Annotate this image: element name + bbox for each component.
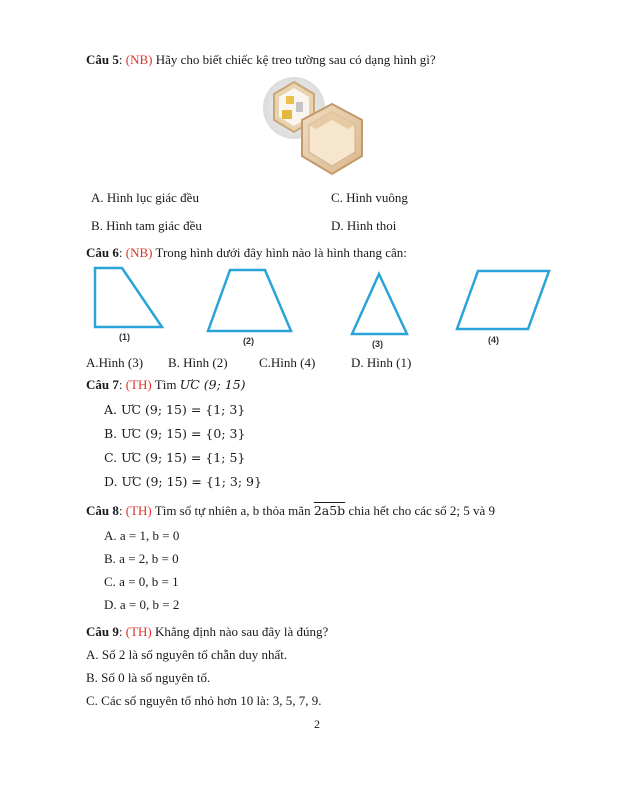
question-8-option-d[interactable]: D. a = 0, b = 2 xyxy=(104,597,180,612)
question-5-prompt: Câu 5: (NB) Hãy cho biết chiếc kệ treo tường sau có dạng hình gì? xyxy=(86,52,436,67)
question-8-prompt: Câu 8: (TH) Tìm số tự nhiên a, b thỏa mãn 2a5b chia hết cho các số 2; 5 và 9 xyxy=(86,503,495,518)
shape-1-right-trapezoid xyxy=(95,268,162,327)
question-6-level-tag: (NB) xyxy=(125,245,153,260)
question-7-option-d[interactable]: D. ƯC (9; 15) = {1; 3; 9} xyxy=(104,474,262,489)
question-7-option-a[interactable]: A. ƯC (9; 15) = {1; 3} xyxy=(104,402,246,417)
question-9-option-a[interactable]: A. Số 2 là số nguyên tố chẵn duy nhất. xyxy=(86,647,288,662)
shape-3-triangle xyxy=(352,274,407,334)
question-8-number: Câu 8 xyxy=(86,503,119,518)
shape-4-label: (4) xyxy=(488,335,499,345)
shape-4-parallelogram xyxy=(457,271,549,329)
question-8-text-after: chia hết cho các số 2; 5 và 9 xyxy=(348,503,495,518)
question-7-option-c[interactable]: C. ƯC (9; 15) = {1; 5} xyxy=(104,450,246,465)
question-9-number: Câu 9 xyxy=(86,624,119,639)
question-5-option-b[interactable]: B. Hình tam giác đều xyxy=(91,218,202,233)
question-7-prompt: Câu 7: (TH) Tìm ƯC (9; 15) xyxy=(86,377,246,392)
shape-3-label: (3) xyxy=(372,339,383,349)
question-8-number-overline: 2a5b xyxy=(313,503,346,518)
question-7-option-b[interactable]: B. ƯC (9; 15) = {0; 3} xyxy=(104,426,246,441)
question-7-text: Tìm xyxy=(154,377,177,392)
shape-2-label: (2) xyxy=(243,336,254,346)
question-7-number: Câu 7 xyxy=(86,377,119,392)
question-6-prompt: Câu 6: (NB) Trong hình dưới đây hình nào là hình thang cân: xyxy=(86,245,407,260)
question-8-level-tag: (TH) xyxy=(125,503,152,518)
question-6-text: Trong hình dưới đây hình nào là hình thang cân: xyxy=(155,245,407,260)
question-9-option-b[interactable]: B. Số 0 là số nguyên tố. xyxy=(86,670,211,685)
question-9-text: Khẳng định nào sau đây là đúng? xyxy=(155,624,329,639)
page-number: 2 xyxy=(314,717,320,731)
question-8-option-c[interactable]: C. a = 0, b = 1 xyxy=(104,574,179,589)
question-7-level-tag: (TH) xyxy=(125,377,152,392)
question-6-option-c[interactable]: C.Hình (4) xyxy=(259,355,316,370)
question-5-option-d[interactable]: D. Hình thoi xyxy=(331,218,397,233)
question-6-number: Câu 6 xyxy=(86,245,119,260)
question-8-option-b[interactable]: B. a = 2, b = 0 xyxy=(104,551,179,566)
question-8-text-before: Tìm số tự nhiên a, b thỏa mãn xyxy=(154,503,311,518)
question-5-option-c[interactable]: C. Hình vuông xyxy=(331,190,408,205)
question-8-option-a[interactable]: A. a = 1, b = 0 xyxy=(104,528,180,543)
question-9-prompt: Câu 9: (TH) Khẳng định nào sau đây là đúng? xyxy=(86,624,329,639)
question-5-level-tag: (NB) xyxy=(125,52,153,67)
question-6-option-a[interactable]: A.Hình (3) xyxy=(86,355,144,370)
shape-2-isosceles-trapezoid xyxy=(208,270,291,331)
question-5-option-a[interactable]: A. Hình lục giác đều xyxy=(91,190,199,205)
question-6-option-d[interactable]: D. Hình (1) xyxy=(351,355,412,370)
question-5-number: Câu 5 xyxy=(86,52,119,67)
question-5-text: Hãy cho biết chiếc kệ treo tường sau có dạng hình gì? xyxy=(155,52,436,67)
question-9-option-c[interactable]: C. Các số nguyên tố nhỏ hơn 10 là: 3, 5, 7, 9. xyxy=(86,693,322,708)
shape-1-label: (1) xyxy=(119,332,130,342)
question-7-expression: ƯC (9; 15) xyxy=(179,377,246,392)
question-6-option-b[interactable]: B. Hình (2) xyxy=(168,355,228,370)
question-9-level-tag: (TH) xyxy=(125,624,152,639)
shapes-figure xyxy=(0,0,619,360)
